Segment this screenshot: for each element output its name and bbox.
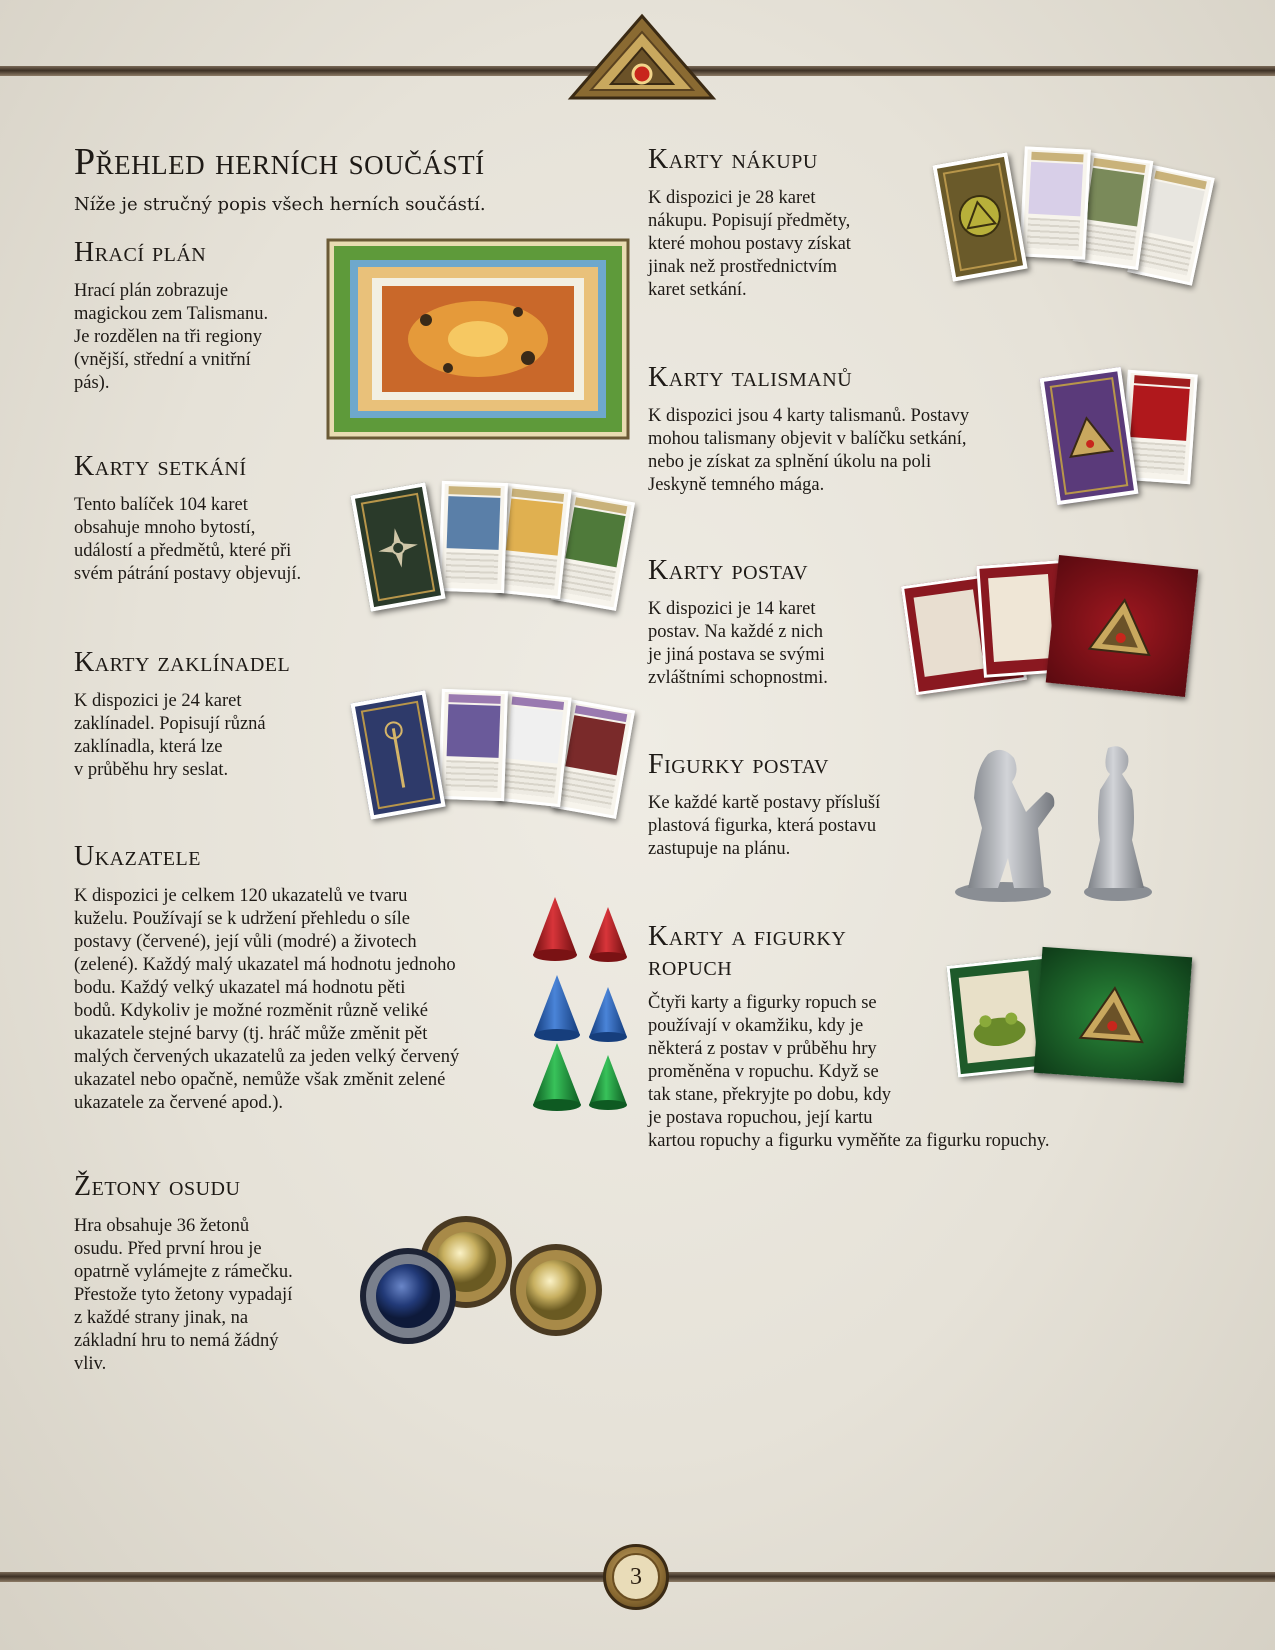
spell-cards-image xyxy=(352,684,637,849)
purchase-cards-image xyxy=(932,148,1217,303)
section-text-character-figures: Ke každé kartě postavy přísluší plastová figurka, která postavu zastupuje na plánu. xyxy=(648,793,881,859)
section-text-adventure-cards: Tento balíček 104 karet obsahuje mnoho bytostí, událostí a předmětů, které při svém pátrání postavy objevují. xyxy=(74,495,302,584)
section-text-talisman-cards: K dispozici jsou 4 karty talismanů. Postavy mohou talismany objevit v balíčku setkání, nebo je získat za splnění úkolu na poli Jeskyně temného mága. xyxy=(648,406,970,495)
section-text-counters: K dispozici je celkem 120 ukazatelů ve tvaru kuželu. Používají se k udržení přehledu o síle postavy (červené), její vůli (modré) a životech (zelené). Každý malý ukazatel má hodnotu jednoho bodu. Každý velký ukazatel má hodnotu pěti bodů. Kdykoliv je možné rozměnit různě veliké ukazatele stejné barvy (tj. hráč může změnit pět malých červených ukazatelů za jeden velký červený ukazatel nebo opačně, nemůže však změnit zelené ukazatele za červené apod.). xyxy=(74,886,460,1113)
toad-cards-image xyxy=(946,950,1202,1090)
fate-tokens-image xyxy=(356,1212,606,1362)
section-title-purchase-cards: Karty nákupu xyxy=(648,144,818,175)
section-title-character-figures: Figurky postav xyxy=(648,749,829,780)
section-title-character-cards: Karty postav xyxy=(648,555,809,586)
page-number-medallion xyxy=(603,1544,669,1610)
plastic-figures-image xyxy=(948,744,1168,904)
adventure-cards-image xyxy=(352,478,637,638)
talisman-triangle-ornament-icon xyxy=(567,12,717,107)
section-text-purchase-cards: K dispozici je 28 karet nákupu. Popisují předměty, které mohou postavy získat jinak než prostřednictvím karet setkání. xyxy=(648,188,851,300)
section-title-fate-tokens: Žetony osudu xyxy=(74,1171,241,1202)
game-board-image xyxy=(328,240,628,438)
section-title-board: Hrací plán xyxy=(74,237,207,268)
section-text-board: Hrací plán zobrazuje magickou zem Talismanu. Je rozdělen na tři regiony (vnější, střední a vnitřní pás). xyxy=(74,281,269,393)
talisman-cards-image xyxy=(1042,364,1202,509)
section-title-adventure-cards: Karty setkání xyxy=(74,451,247,482)
page-intro: Níže je stručný popis všech herních součástí. xyxy=(74,194,486,215)
section-title-counters: Ukazatele xyxy=(74,841,201,872)
section-title-spell-cards: Karty zaklínadel xyxy=(74,647,291,678)
cone-counters-image xyxy=(530,895,635,1115)
section-text-spell-cards: K dispozici je 24 karet zaklínadel. Popisují různá zaklínadla, která lze v průběhu hry seslat. xyxy=(74,691,266,780)
section-text-fate-tokens: Hra obsahuje 36 žetonů osudu. Před první hrou je opatrně vylámejte z rámečku. Přestože tyto žetony vypadají z každé strany jinak, na základní hru to nemá žádný vliv. xyxy=(74,1216,293,1374)
section-title-talisman-cards: Karty talismanů xyxy=(648,362,853,393)
section-title-toad-cards: Karty a figurky ropuch xyxy=(648,921,847,982)
character-cards-image xyxy=(902,556,1202,706)
section-text-toad-cards: Čtyři karty a figurky ropuch se používají v okamžiku, kdy je některá z postav v průběhu hry proměněna v ropuchu. Když se tak stane, překryjte po dobu, kdy je postava ropuchou, její kartu kartou ropuchy a figurku vyměňte za figurku ropuchy. xyxy=(648,993,1050,1151)
page-number: 3 xyxy=(612,1553,660,1601)
section-text-character-cards: K dispozici je 14 karet postav. Na každé z nich je jiná postava se svými zvláštními schopnostmi. xyxy=(648,599,828,688)
page-title: Přehled herních součástí xyxy=(74,141,485,183)
